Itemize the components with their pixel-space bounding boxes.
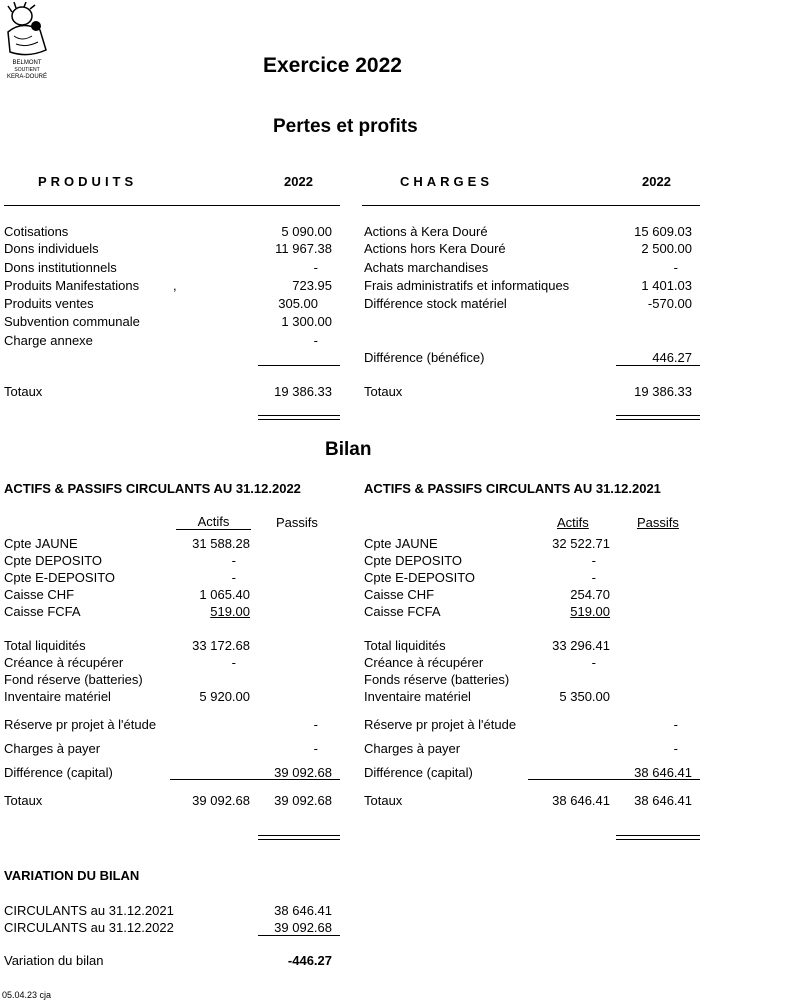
bilan-left-label: Total liquidités (4, 638, 86, 653)
produits-value: 1 300.00 (281, 314, 332, 329)
bilan-right-label: Différence (capital) (364, 765, 473, 780)
bilan-left-label: Réserve pr projet à l'étude (4, 717, 157, 732)
variation-value: 39 092.68 (274, 920, 332, 935)
bilan-left-actifs: 33 172.68 (192, 638, 250, 653)
svg-text:BELMONT: BELMONT (12, 60, 42, 66)
produits-label: Dons institutionnels (4, 260, 117, 275)
produits-label: Produits Manifestations (4, 278, 140, 293)
bilan-right-label: Fonds réserve (batteries) (364, 672, 510, 687)
produits-total-label: Totaux (4, 384, 43, 399)
divider (4, 205, 340, 206)
bilan-left-label: Cpte E-DEPOSITO (4, 570, 116, 585)
bilan-right-label: Total liquidités (364, 638, 446, 653)
bilan-right-passifs: 38 646.41 (634, 793, 692, 808)
bilan-left-label: Inventaire matériel (4, 689, 111, 704)
subtotal-line (258, 365, 340, 366)
charges-header: CHARGES (400, 174, 494, 189)
svg-text:SOUTIENT: SOUTIENT (14, 67, 40, 73)
subtotal-line (616, 365, 700, 366)
bilan-left-header: ACTIFS & PASSIFS CIRCULANTS AU 31.12.2022 (4, 481, 301, 496)
bilan-left-label: Charges à payer (4, 741, 101, 756)
bilan-right-passifs: 38 646.41 (634, 765, 692, 780)
bilan-right-actifs: 32 522.71 (552, 536, 610, 551)
bilan-left-passifs-header: Passifs (276, 515, 318, 530)
bilan-left-label: Cpte JAUNE (4, 536, 78, 551)
bilan-right-actifs: - (591, 553, 596, 568)
bilan-left-actifs: 1 065.40 (199, 587, 250, 602)
total-double-line (616, 415, 700, 420)
svg-text:KERA-DOURÉ: KERA-DOURÉ (6, 74, 48, 80)
bilan-right-header: ACTIFS & PASSIFS CIRCULANTS AU 31.12.2021 (364, 481, 661, 496)
produits-value: 723.95 (292, 278, 332, 293)
bilan-right-passifs: - (673, 717, 678, 732)
bilan-left-label: Caisse CHF (4, 587, 75, 602)
produits-value: - (313, 333, 318, 348)
produits-label: Subvention communale (4, 314, 140, 329)
bilan-left-label: Créance à récupérer (4, 655, 124, 670)
bilan-right-label: Inventaire matériel (364, 689, 471, 704)
variation-result-label: Variation du bilan (4, 953, 104, 968)
bilan-right-actifs: 5 350.00 (559, 689, 610, 704)
variation-header: VARIATION DU BILAN (4, 868, 140, 883)
bilan-right-actifs-header: Actifs (557, 515, 589, 530)
bilan-left-actifs: 39 092.68 (192, 793, 250, 808)
produits-label: Cotisations (4, 224, 69, 239)
charges-diff-label: Différence (bénéfice) (364, 350, 485, 365)
charges-label: Actions hors Kera Douré (364, 241, 506, 256)
produits-extra: , (173, 278, 177, 293)
charges-diff-value: 446.27 (652, 350, 692, 365)
bilan-right-actifs: - (591, 570, 596, 585)
bilan-left-actifs: 31 588.28 (192, 536, 250, 551)
charges-label: Différence stock matériel (364, 296, 507, 311)
bilan-right-actifs: 254.70 (570, 587, 610, 602)
charges-year: 2022 (642, 174, 671, 189)
produits-value: 305.00 (278, 296, 318, 311)
charges-value: - (673, 260, 678, 275)
variation-label: CIRCULANTS au 31.12.2022 (4, 920, 174, 935)
bilan-left-actifs: - (231, 553, 236, 568)
subtotal-line (170, 779, 340, 780)
bilan-right-label: Charges à payer (364, 741, 461, 756)
charges-value: 1 401.03 (641, 278, 692, 293)
bilan-right-actifs: - (591, 655, 596, 670)
pertes-profits-title: Pertes et profits (273, 116, 418, 137)
bilan-left-passifs: 39 092.68 (274, 765, 332, 780)
bilan-left-actifs-header: Actifs (176, 515, 251, 530)
bilan-right-actifs: 519.00 (570, 604, 610, 619)
bilan-right-label: Totaux (364, 793, 403, 808)
produits-label: Produits ventes (4, 296, 94, 311)
produits-year: 2022 (284, 174, 313, 189)
bilan-right-passifs-header: Passifs (637, 515, 679, 530)
bilan-right-label: Cpte DEPOSITO (364, 553, 463, 568)
bilan-right-label: Cpte E-DEPOSITO (364, 570, 476, 585)
produits-label: Charge annexe (4, 333, 93, 348)
footer-note: 05.04.23 cja (2, 990, 52, 1000)
charges-value: 2 500.00 (641, 241, 692, 256)
divider (362, 205, 700, 206)
produits-value: - (313, 260, 318, 275)
bilan-right-actifs: 38 646.41 (552, 793, 610, 808)
bilan-right-passifs: - (673, 741, 678, 756)
charges-total-label: Totaux (364, 384, 403, 399)
bilan-right-label: Cpte JAUNE (364, 536, 438, 551)
bilan-right-label: Caisse CHF (364, 587, 435, 602)
charges-label: Actions à Kera Douré (364, 224, 488, 239)
subtotal-line (258, 935, 340, 936)
bilan-left-actifs: - (231, 570, 236, 585)
total-double-line (258, 835, 340, 840)
produits-value: 11 967.38 (275, 241, 332, 256)
bilan-left-label: Caisse FCFA (4, 604, 81, 619)
bilan-left-label: Totaux (4, 793, 43, 808)
subtotal-line (528, 779, 700, 780)
bilan-left-actifs: 519.00 (210, 604, 250, 619)
total-double-line (616, 835, 700, 840)
charges-value: 15 609.03 (634, 224, 692, 239)
variation-result-value: -446.27 (287, 953, 332, 968)
charges-total-value: 19 386.33 (634, 384, 692, 399)
bilan-title: Bilan (325, 439, 372, 460)
produits-label: Dons individuels (4, 241, 99, 256)
bilan-left-label: Différence (capital) (4, 765, 113, 780)
variation-label: CIRCULANTS au 31.12.2021 (4, 903, 174, 918)
produits-header: PRODUITS (38, 174, 138, 189)
bilan-left-passifs: - (313, 741, 318, 756)
bilan-left-passifs: 39 092.68 (274, 793, 332, 808)
bilan-right-label: Caisse FCFA (364, 604, 441, 619)
produits-total-value: 19 386.33 (274, 384, 332, 399)
charges-label: Achats marchandises (364, 260, 489, 275)
total-double-line (258, 415, 340, 420)
produits-value: 5 090.00 (281, 224, 332, 239)
variation-value: 38 646.41 (274, 903, 332, 918)
bilan-left-passifs: - (313, 717, 318, 732)
bilan-right-actifs: 33 296.41 (552, 638, 610, 653)
bilan-left-actifs: 5 920.00 (199, 689, 250, 704)
charges-value: -570.00 (647, 296, 692, 311)
bilan-left-actifs: - (231, 655, 236, 670)
page-title: Exercice 2022 (263, 54, 402, 77)
charges-label: Frais administratifs et informatiques (364, 278, 570, 293)
bilan-right-label: Créance à récupérer (364, 655, 484, 670)
bilan-right-label: Réserve pr projet à l'étude (364, 717, 517, 732)
association-logo (2, 2, 52, 80)
bilan-left-label: Fond réserve (batteries) (4, 672, 143, 687)
bilan-left-label: Cpte DEPOSITO (4, 553, 103, 568)
